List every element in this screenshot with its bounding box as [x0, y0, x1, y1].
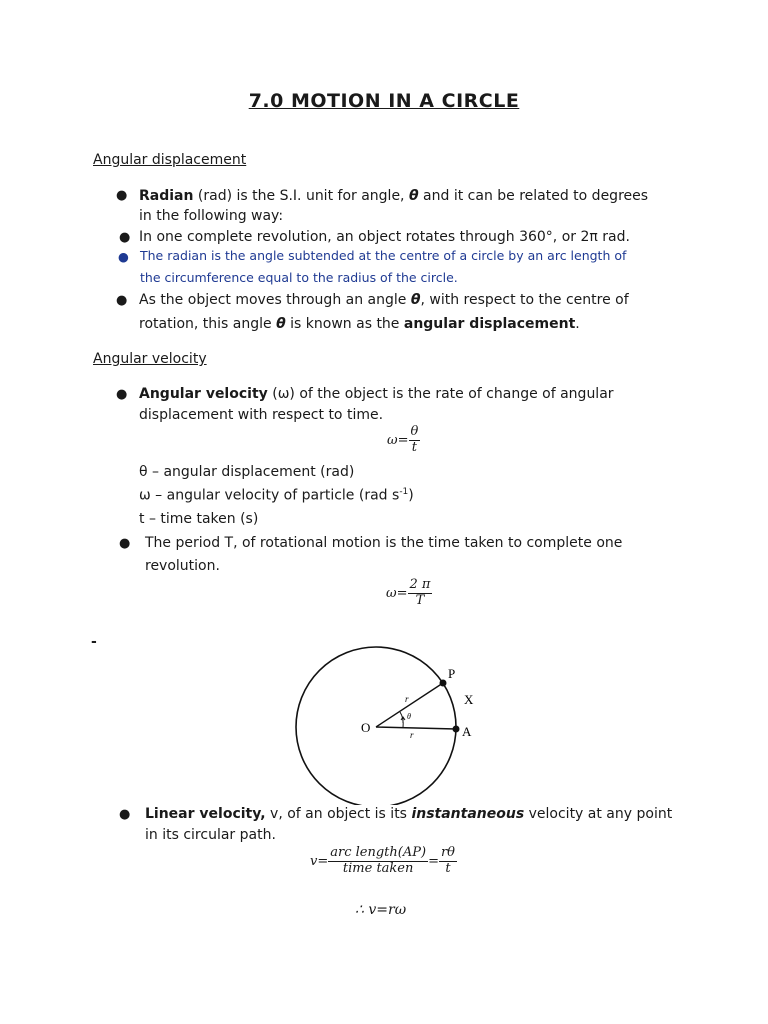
- eq-denominator: t: [445, 860, 451, 876]
- equation-omega-2pi-over-T: [386, 578, 432, 609]
- eq-denominator: t: [411, 439, 418, 455]
- definition-theta: θ – angular displacement (rad): [139, 464, 355, 480]
- text: v, of an object is its: [265, 806, 412, 822]
- text: (ω) of the object is the rate of change of angular: [267, 386, 614, 402]
- bullet-dot: ●: [118, 249, 129, 264]
- equation-omega-theta-over-t: [387, 425, 420, 456]
- angular-displacement-line-2: [139, 316, 580, 332]
- section-heading-angular-displacement: Angular displacement: [93, 152, 247, 168]
- eq-denominator: T: [415, 592, 425, 608]
- label-a: A: [462, 724, 472, 739]
- label-r-upper: r: [405, 694, 409, 704]
- equation-linear-velocity: [310, 846, 457, 877]
- radian-text-2: and it can be related to degrees: [418, 188, 649, 204]
- eq-lhs: v=: [310, 853, 329, 869]
- bullet-dot: ●: [116, 188, 128, 203]
- definition-omega: [139, 487, 414, 504]
- text: As the object moves through an angle: [139, 292, 411, 308]
- text: velocity at any point: [524, 806, 673, 822]
- linear-velocity-line-2: in its circular path.: [145, 827, 276, 843]
- instantaneous-emphasis: instantaneous: [411, 806, 525, 822]
- angular-displacement-line-1: [139, 292, 629, 308]
- text: .: [575, 316, 580, 332]
- equation-v-equals-r-omega: ∴ v=rω: [355, 902, 407, 918]
- linear-velocity-line-1: [145, 806, 672, 822]
- linear-velocity-bold: Linear velocity,: [145, 806, 266, 822]
- label-o: O: [361, 720, 371, 735]
- radian-definition-line-2: the circumference equal to the radius of the circle.: [140, 270, 458, 285]
- theta-symbol: θ: [410, 292, 421, 308]
- bullet-dot: ●: [119, 807, 131, 822]
- radian-line-2: in the following way:: [139, 208, 284, 224]
- eq-numerator: arc length(AP): [330, 845, 427, 860]
- revolution-line: In one complete revolution, an object rotates through 360°, or 2π rad.: [139, 229, 630, 245]
- circle-diagram: [290, 645, 490, 805]
- text: is known as the: [285, 316, 404, 332]
- eq-numerator: 2 π: [409, 577, 431, 592]
- angular-velocity-line-1: [139, 386, 614, 402]
- radius-oa: [376, 727, 456, 729]
- label-theta: θ: [407, 712, 411, 721]
- bullet-dot: ●: [119, 230, 131, 245]
- text: , with respect to the centre of: [420, 292, 629, 308]
- superscript: -1: [399, 487, 409, 497]
- text: ): [408, 487, 414, 504]
- angular-velocity-line-2: displacement with respect to time.: [139, 407, 384, 423]
- eq-equals: =: [428, 853, 439, 869]
- bullet-dot: ●: [119, 536, 131, 551]
- radian-text: (rad) is the S.I. unit for angle,: [193, 188, 409, 204]
- eq-lhs: ω=: [386, 585, 408, 601]
- bullet-dot: ●: [116, 387, 128, 402]
- dash-mark: -: [91, 634, 97, 650]
- radian-definition-line-1: The radian is the angle subtended at the centre of a circle by an arc length of: [140, 248, 627, 263]
- angular-displacement-bold: angular displacement: [403, 316, 576, 332]
- section-heading-angular-velocity: Angular velocity: [93, 351, 207, 367]
- eq-lhs: ω=: [387, 432, 409, 448]
- eq-denominator: time taken: [342, 860, 414, 876]
- theta-symbol: θ: [276, 316, 286, 332]
- point-p: [440, 680, 447, 687]
- definition-t: t – time taken (s): [139, 511, 259, 527]
- eq-numerator: rθ: [440, 845, 456, 860]
- text: ω – angular velocity of particle (rad s: [139, 487, 400, 504]
- radian-bold: Radian: [139, 188, 194, 204]
- radian-line-1: [139, 188, 648, 204]
- theta-symbol: θ: [408, 188, 419, 204]
- point-a: [453, 726, 460, 733]
- period-line-2: revolution.: [145, 558, 220, 574]
- label-r-lower: r: [410, 730, 414, 740]
- eq-numerator: θ: [410, 424, 419, 439]
- period-line-1: The period T, of rotational motion is the time taken to complete one: [145, 535, 623, 551]
- page-title: 7.0 MOTION IN A CIRCLE: [248, 90, 520, 112]
- circle-outline: [296, 647, 456, 805]
- label-p: P: [448, 666, 456, 681]
- label-x: X: [464, 692, 474, 707]
- text: rotation, this angle: [139, 316, 277, 332]
- angle-arrow: [401, 717, 405, 723]
- angular-velocity-bold: Angular velocity: [139, 386, 268, 402]
- bullet-dot: ●: [116, 293, 128, 308]
